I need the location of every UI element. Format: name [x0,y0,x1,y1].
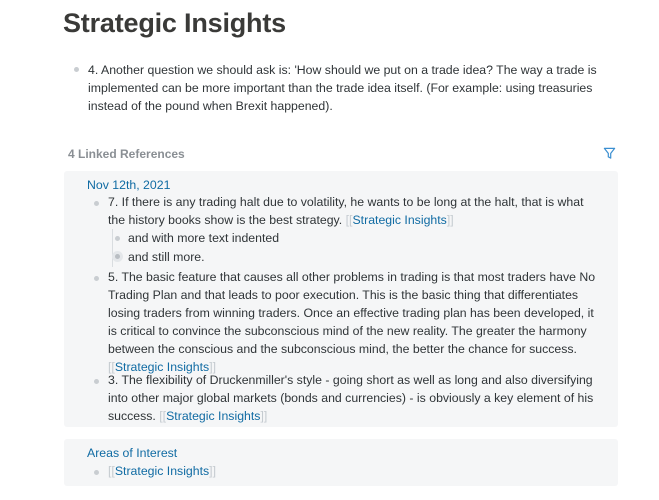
link-bracket-open: [[ [108,360,115,374]
link-bracket-close: ]] [209,464,217,478]
block-bullet[interactable] [94,470,99,475]
block-bullet[interactable] [94,379,99,384]
block-bullet[interactable] [94,276,99,281]
page-link[interactable]: Strategic Insights [114,464,210,478]
page-title[interactable]: Strategic Insights [63,8,286,38]
page-link[interactable]: Strategic Insights [352,213,447,227]
linked-references-heading[interactable]: 4 Linked References [68,147,185,161]
reference-block[interactable] [108,268,600,376]
filter-icon[interactable] [603,147,616,160]
page-link-text: Strategic [114,360,164,374]
link-bracket-close: ]] [446,213,454,227]
page-link-text: Insights [166,360,210,374]
reference-group-title[interactable]: Nov 12th, 2021 [87,178,171,192]
link-bracket-open: [[ [108,464,115,478]
link-bracket-open: [[ [345,213,353,227]
indent-guide [112,229,113,267]
reference-block-text: 3. The flexibility of Druckenmiller's style - going short as well as long and also diversifying into other major global markets (bonds and currencies) - is obviously a key element of his success. [108,373,594,423]
page-link[interactable]: Strategic Insights [166,409,261,423]
link-bracket-close: ]] [260,409,268,423]
reference-group-title[interactable]: Areas of Interest [87,446,178,460]
collapsed-block-bullet[interactable] [112,251,123,262]
reference-block[interactable] [108,371,600,425]
reference-block-text[interactable]: and with more text indented [128,231,280,245]
reference-block-text[interactable]: and still more. [128,250,205,264]
link-bracket-close: ]] [209,360,217,374]
block-bullet[interactable] [94,201,99,206]
reference-block[interactable] [108,462,216,480]
reference-block-text: 5. The basic feature that causes all other problems in trading is that most traders have No Trading Plan and that leads to poor execution. This is the basic thing that differentiates losing traders from winning traders. Once an effective trading plan has been developed, it is critical to convince the subconscious mind of the new reality. The greater the harmony between the conscious and the subconscious mind, the better the chance for success. [108,270,596,356]
reference-block-text: 7. If there is any trading halt due to volatility, he wants to be long at the halt, that is what the history books show is the best strategy. [108,195,584,227]
block-text[interactable]: 4. Another question we should ask is: 'How should we put on a trade idea? The way a trade is implemented can be more important than the trade idea itself. (For example: using treasuries instead of the pound when Brexit happened). [88,63,597,113]
block-bullet[interactable] [74,67,79,72]
link-bracket-open: [[ [159,409,167,423]
block-bullet[interactable] [115,236,120,241]
reference-block[interactable] [108,193,598,229]
